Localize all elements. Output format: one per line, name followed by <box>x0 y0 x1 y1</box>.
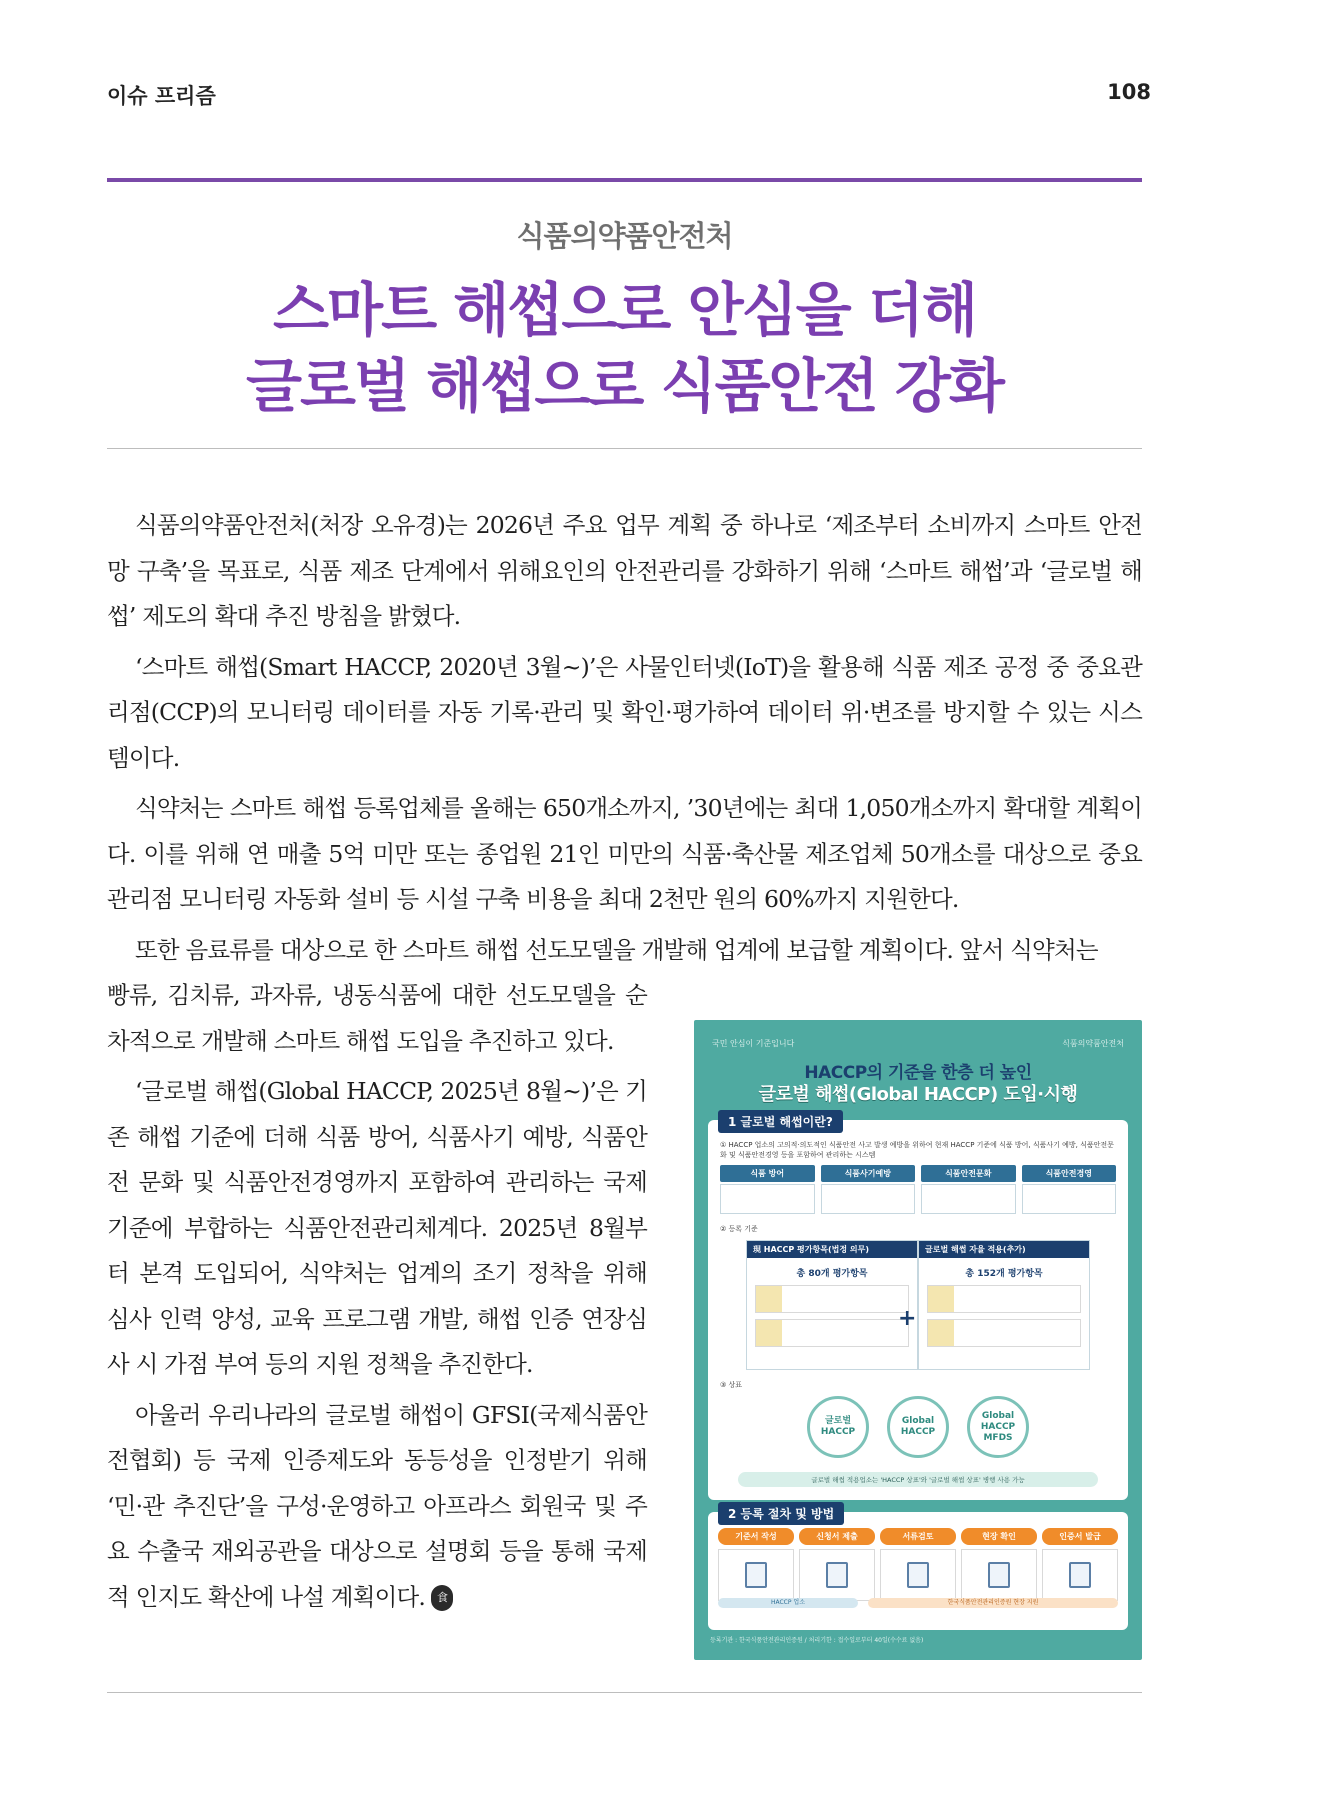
title-divider <box>107 448 1142 449</box>
paragraph: 식약처는 스마트 해썹 등록업체를 올해는 650개소까지, ’30년에는 최대 1,050개소까지 확대할 계획이다. 이를 위해 연 매출 5억 미만 또는 종업원 21인 미만의 식품·축산물 제조업체 50개소를 대상으로 중요관리점 모니터링 자동화 설비 등 시설 구축 비용을 최대 2천만 원의 60%까지 지원한다. <box>107 794 1142 913</box>
criteria-tag <box>928 1286 954 1312</box>
seal-row <box>708 1396 1128 1458</box>
global-haccp-infographic <box>694 1020 1142 1660</box>
top-divider <box>107 178 1142 182</box>
step-label: 신청서 제출 <box>799 1528 875 1545</box>
submit-icon <box>826 1562 848 1588</box>
global-haccp-seal-icon: Global HACCP <box>887 1396 949 1458</box>
procedure-step <box>961 1528 1037 1601</box>
haccp-seal-icon: 글로벌 HACCP <box>807 1396 869 1458</box>
procedure-step <box>1042 1528 1118 1601</box>
infographic-title-1: HACCP의 기준을 한층 더 높인 <box>804 1063 1032 1083</box>
category-row <box>720 1165 1116 1214</box>
section-1-description: ① HACCP 업소의 고의적·의도적인 식품안전 사고 발생 예방을 위하여 현재 HACCP 기준에 식품 방어, 식품사기 예방, 식품안전문화 및 식품안전경영 등을 포함하여 관리하는 시스템 <box>720 1141 1114 1159</box>
inspection-icon <box>988 1562 1010 1588</box>
section-what-is-panel <box>708 1115 1128 1500</box>
category-box <box>1022 1184 1117 1214</box>
agency-support-bar: 한국식품안전관리인증원 현장 지원 <box>868 1598 1118 1608</box>
mfds-seal-icon: Global HACCP MFDS <box>967 1396 1029 1458</box>
procedure-step <box>880 1528 956 1601</box>
plus-icon: + <box>898 1306 917 1331</box>
category-item <box>1022 1165 1117 1214</box>
paragraph: 식품의약품안전처(처장 오유경)는 2026년 주요 업무 계획 중 하나로 ‘제조부터 소비까지 스마트 안전망 구축’을 목표로, 식품 제조 단계에서 위해요인의 안전관리를 강화하기 위해 ‘스마트 해썹’과 ‘글로벌 해썹’ 제도의 확대 추진 방침을 밝혔다. <box>107 511 1142 630</box>
step-box <box>961 1549 1037 1601</box>
category-box <box>921 1184 1016 1214</box>
category-box <box>821 1184 916 1214</box>
category-label: 식품안전문화 <box>921 1165 1016 1182</box>
step-label: 기준서 작성 <box>718 1528 794 1545</box>
step-label: 서류검토 <box>880 1528 956 1545</box>
step-box <box>880 1549 956 1601</box>
procedure-step <box>718 1528 794 1601</box>
category-item <box>720 1165 815 1214</box>
article-title <box>0 272 1249 424</box>
review-icon <box>907 1562 929 1588</box>
procedure-step <box>799 1528 875 1601</box>
infographic-slogan: 국민 안심이 기준입니다 <box>712 1039 795 1048</box>
step-label: 인증서 발급 <box>1042 1528 1118 1545</box>
haccp-business-bar: HACCP 업소 <box>718 1598 858 1608</box>
title-line-2: 글로벌 해썹으로 식품안전 강화 <box>246 352 1003 420</box>
procedure-steps <box>718 1528 1118 1601</box>
section-2-heading: 2 등록 절차 및 방법 <box>718 1502 844 1525</box>
global-haccp-box <box>918 1240 1090 1370</box>
paragraph: 빵류, 김치류, 과자류, 냉동식품에 대한 선도모델을 순차적으로 개발해 스마트 해썹 도입을 추진하고 있다. <box>107 981 647 1055</box>
criteria-row <box>755 1319 909 1347</box>
criteria-row <box>927 1285 1081 1313</box>
criteria-row <box>927 1319 1081 1347</box>
infographic-footer: 등록기관 : 한국식품안전관리인증원 / 처리기한 : 접수일로부터 40일(수수료 없음) <box>710 1637 924 1644</box>
criteria-tag <box>928 1320 954 1346</box>
end-mark-icon: 食 <box>431 1585 453 1611</box>
paragraph: ‘글로벌 해썹(Global HACCP, 2025년 8월~)’은 기존 해썹 기준에 더해 식품 방어, 식품사기 예방, 식품안전 문화 및 식품안전경영까지 포함하여 관리하는 국제 기준에 부합하는 식품안전관리체계다. 2025년 8월부터 본격 도입되어, 식약처는 업계의 조기 정착을 위해 심사 인력 양성, 교육 프로그램 개발, 해썹 인증 연장심사 시 가점 부여 등의 지원 정책을 추진한다. <box>107 1077 647 1378</box>
paragraph: 또한 음료류를 대상으로 한 스마트 해썹 선도모델을 개발해 업계에 보급할 계획이다. 앞서 식약처는 <box>135 935 1098 964</box>
infographic-agency: 식품의약품안전처 <box>1062 1039 1124 1048</box>
current-haccp-box <box>746 1240 918 1370</box>
section-label: 이슈 프리즘 <box>107 84 216 108</box>
global-haccp-total: 총 152개 평가항목 <box>965 1269 1043 1279</box>
certificate-icon <box>1069 1562 1091 1588</box>
registration-criteria-label: ② 등록 기준 <box>720 1225 758 1233</box>
criteria-tag <box>756 1320 782 1346</box>
registration-procedure-panel <box>708 1507 1128 1630</box>
step-label: 현장 확인 <box>961 1528 1037 1545</box>
section-1-heading: 1 글로벌 해썹이란? <box>718 1110 843 1133</box>
paragraph: ‘스마트 해썹(Smart HACCP, 2020년 3월~)’은 사물인터넷(IoT)을 활용해 식품 제조 공정 중 중요관리점(CCP)의 모니터링 데이터를 자동 기록·관리 및 확인·평가하여 데이터 위·변조를 방지할 수 있는 시스템이다. <box>107 652 1142 772</box>
page-number: 108 <box>1107 80 1151 104</box>
seal-note: 글로벌 해썹 적용업소는 'HACCP 상표'와 '글로벌 해썹 상표' 병행 사용 가능 <box>738 1472 1098 1487</box>
category-label: 식품 방어 <box>720 1165 815 1182</box>
criteria-tag <box>756 1286 782 1312</box>
step-box <box>799 1549 875 1601</box>
step-box <box>718 1549 794 1601</box>
category-item <box>821 1165 916 1214</box>
trademark-label: ③ 상표 <box>720 1381 743 1389</box>
step-box <box>1042 1549 1118 1601</box>
document-icon <box>745 1562 767 1588</box>
infographic-title-2: 글로벌 해썹(Global HACCP) 도입·시행 <box>758 1084 1078 1105</box>
category-label: 식품사기예방 <box>821 1165 916 1182</box>
bottom-divider <box>107 1692 1142 1693</box>
organization-name: 식품의약품안전처 <box>516 219 733 253</box>
paragraph <box>107 1393 647 1621</box>
category-box <box>720 1184 815 1214</box>
current-haccp-total: 총 80개 평가항목 <box>796 1269 868 1279</box>
criteria-row <box>755 1285 909 1313</box>
category-label: 식품안전경영 <box>1022 1165 1117 1182</box>
title-line-1: 스마트 해썹으로 안심을 더해 <box>273 276 976 344</box>
current-haccp-label: 現 HACCP 평가항목(법정 의무) <box>747 1241 917 1258</box>
global-haccp-label: 글로벌 해썹 자율 적용(추가) <box>919 1241 1089 1258</box>
category-item <box>921 1165 1016 1214</box>
paragraph-text: 아울러 우리나라의 글로벌 해썹이 GFSI(국제식품안전협회) 등 국제 인증제도와 동등성을 인정받기 위해 ‘민·관 추진단’을 구성·운영하고 아프라스 회원국 및 주요 수출국 재외공관을 대상으로 설명회 등을 통해 국제적 인지도 확산에 나설 계획이다. <box>107 1400 647 1611</box>
